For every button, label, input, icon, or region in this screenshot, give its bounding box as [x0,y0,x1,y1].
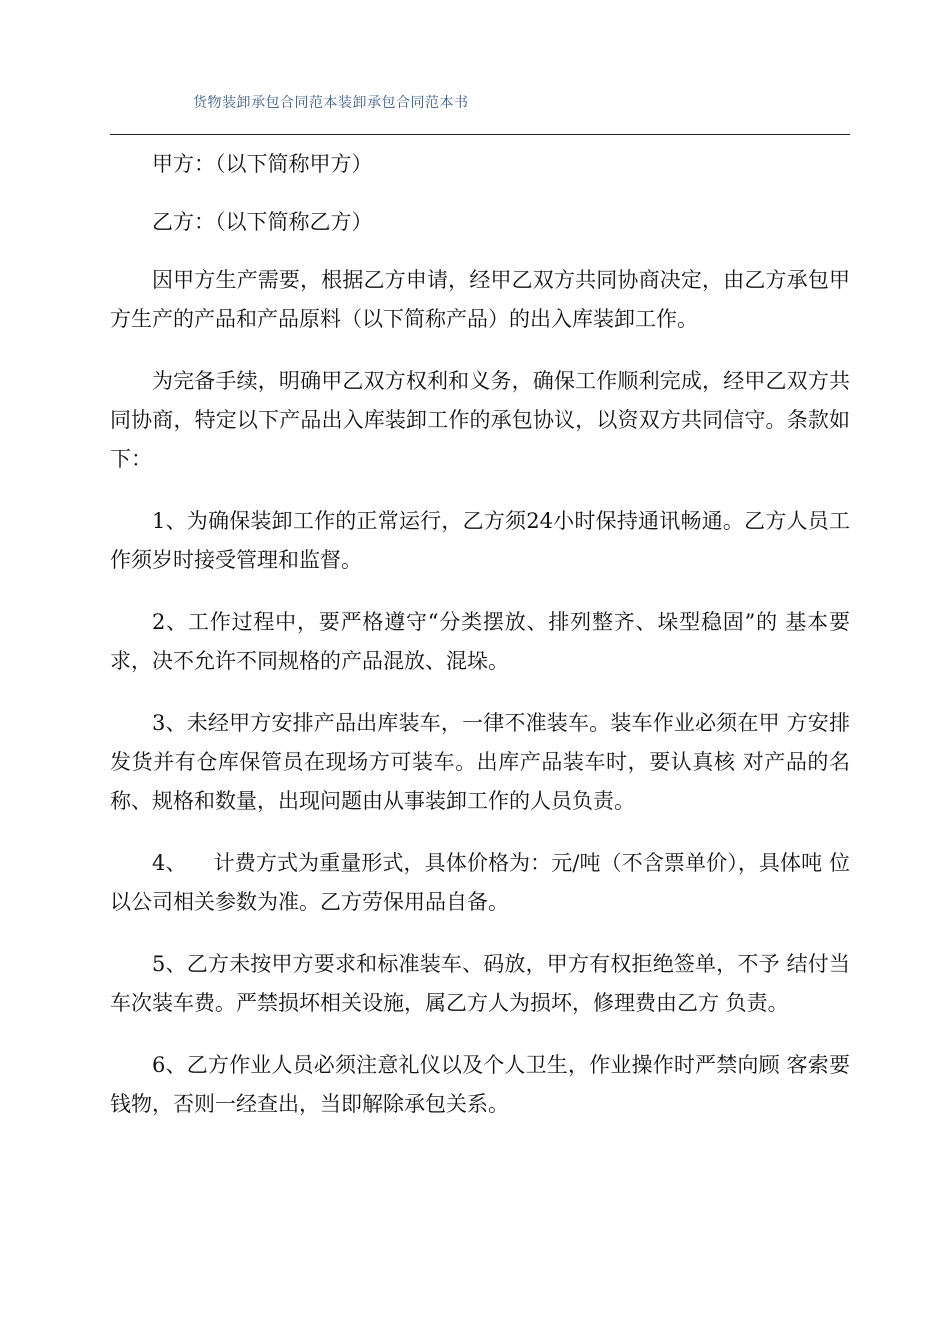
clause-3: 3、未经甲方安排产品出库装车，一律不准装车。装车作业必须在甲 方安排发货并有仓库保管员在现场方可装车。出库产品装车时，要认真核 对产品的名称、规格和数量，出现问题由从事装卸工作的人员负责。 [110,711,850,813]
clause-2: 2、工作过程中，要严格遵守“分类摆放、排列整齐、垛型稳固”的 基本要求，决不允许不同规格的产品混放、混垛。 [110,610,850,673]
clause-6: 6、乙方作业人员必须注意礼仪以及个人卫生，作业操作时严禁向顾 客索要钱物，否则一经查出，当即解除承包关系。 [110,1053,850,1116]
document-body [110,145,850,1147]
clause-5: 5、乙方未按甲方要求和标准装车、码放，甲方有权拒绝签单，不予 结付当车次装车费。严禁损坏相关设施，属乙方人为损坏，修理费由乙方 负责。 [110,952,850,1015]
party-a-line: 甲方：（以下简称甲方） [152,152,373,176]
intro-paragraph: 因甲方生产需要，根据乙方申请，经甲乙双方共同协商决定，由乙方承包甲方生产的产品和产品原料（以下简称产品）的出入库装卸工作。 [110,268,850,331]
header-divider [110,134,850,135]
party-b-line: 乙方：（以下简称乙方） [152,210,373,234]
clause-4: 4、 计费方式为重量形式，具体价格为：元/吨（不含票单价），具体吨 位以公司相关参数为准。乙方劳保用品自备。 [110,851,850,914]
clause-1: 1、为确保装卸工作的正常运行，乙方须24小时保持通讯畅通。乙方人员工作须岁时接受管理和监督。 [110,509,850,572]
document-header-title: 货物装卸承包合同范本装卸承包合同范本书 [193,95,469,111]
purpose-paragraph: 为完备手续，明确甲乙双方权利和义务，确保工作顺利完成，经甲乙双方共同协商，特定以下产品出入库装卸工作的承包协议，以资双方共同信守。条款如下： [110,369,850,471]
